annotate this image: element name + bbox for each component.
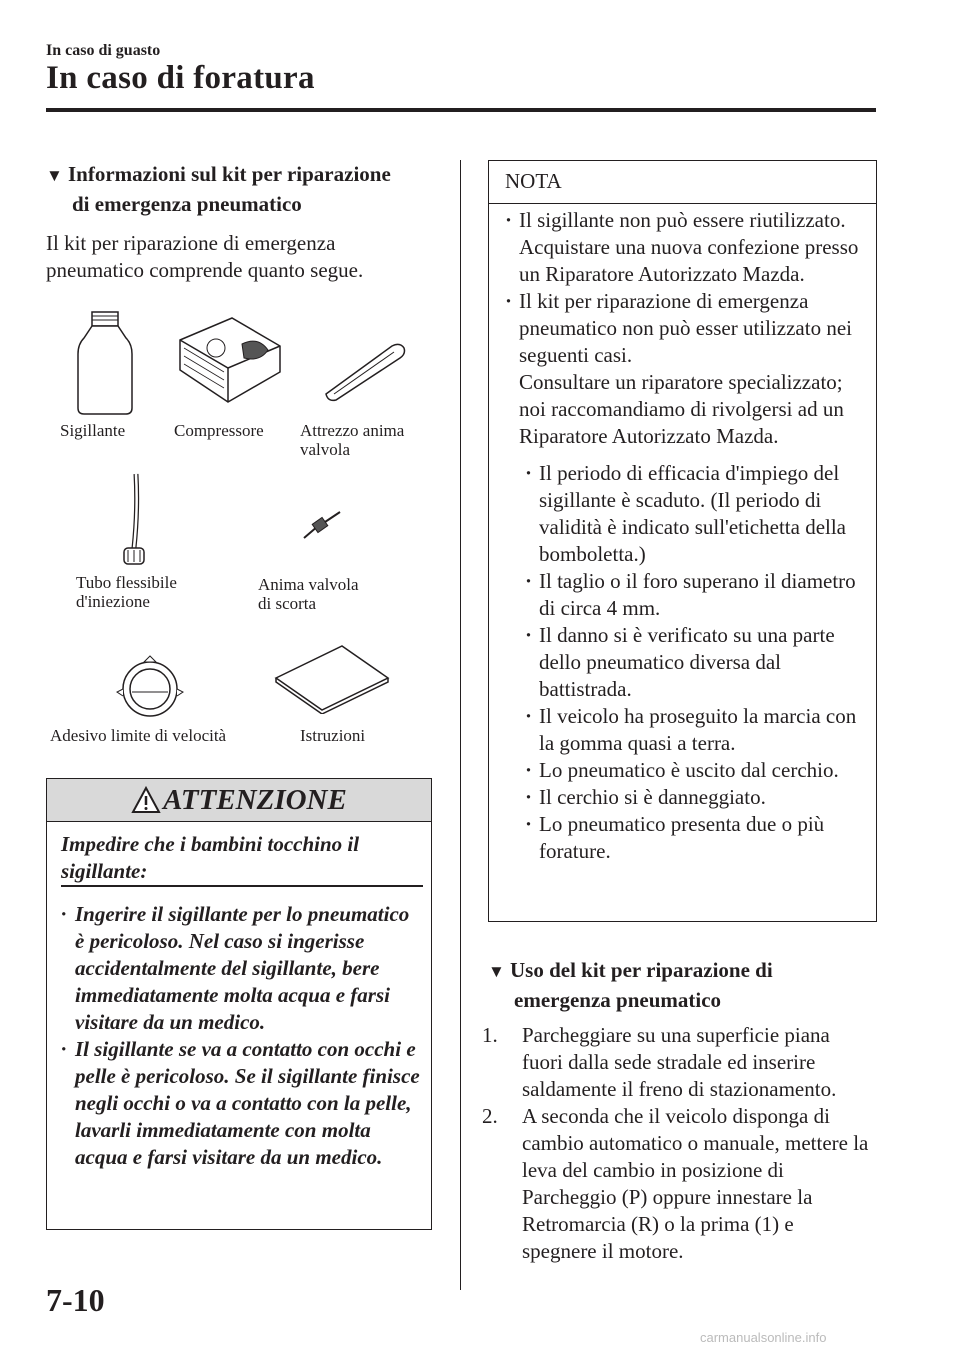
triangle-marker-icon: ▼ — [488, 962, 505, 981]
warning-bullet-2: · Il sigillante se va a contatto con occhi e pelle è pericoloso. Se il sigillante finisce negli occhi o va a contatto con la pelle, lavarli immediatamente con molta acqua e farsi visitare da un medico. — [61, 1036, 423, 1171]
caption-valve-tool-line1: Attrezzo anima — [300, 421, 405, 440]
note-label: NOTA — [505, 169, 562, 193]
column-separator — [460, 160, 461, 1290]
note-sub-bullet: · Il taglio o il foro superano il diametro di circa 4 mm. — [525, 568, 865, 622]
caption-valve-tool-line2: valvola — [300, 440, 351, 459]
caption-hose-line2: d'iniezione — [76, 592, 150, 611]
speed-limit-sticker-icon — [112, 654, 188, 720]
kit-intro-text: Il kit per riparazione di emergenza pneumatico comprende quanto segue. — [46, 231, 364, 282]
caption-spare-core-line2: di scorta — [258, 594, 317, 613]
title-rule — [46, 108, 876, 112]
page-title: In caso di foratura — [46, 60, 315, 96]
note-sub-bullet: · Il veicolo ha proseguito la marcia con la gomma quasi a terra. — [525, 703, 865, 757]
caption-sealant: Sigillante — [60, 421, 126, 440]
note-bullet-2-continuation: Consultare un riparatore specializzato; noi raccomandiamo di rivolgersi ad un Riparatore Autorizzato Mazda. — [519, 370, 844, 448]
note-header — [489, 161, 876, 204]
watermark: carmanualsonline.info — [700, 1330, 827, 1345]
warning-intro: Impedire che i bambini tocchino il sigillante: — [61, 831, 423, 887]
note-box — [488, 160, 877, 922]
caption-instructions: Istruzioni — [300, 726, 366, 745]
note-sub-bullet: · Lo pneumatico presenta due o più forature. — [525, 811, 865, 865]
note-sub-bullet: · Il periodo di efficacia d'impiego del sigillante è scaduto. (Il periodo di validità è indicato sull'etichetta della bomboletta.) — [525, 460, 865, 568]
note-sub-bullet: · Il cerchio si è danneggiato. — [525, 784, 865, 811]
kit-info-heading: ▼ Informazioni sul kit per riparazione di emergenza pneumatico — [46, 162, 391, 216]
instructions-booklet-icon — [272, 642, 392, 714]
valve-core-tool-icon — [322, 338, 410, 404]
usage-heading: ▼ Uso del kit per riparazione di emergenza pneumatico — [488, 958, 773, 1012]
warning-box — [46, 778, 432, 1230]
warning-body — [61, 831, 423, 1171]
note-sub-bullet: · Lo pneumatico è uscito dal cerchio. — [525, 757, 865, 784]
caption-speed-sticker: Adesivo limite di velocità — [50, 726, 227, 745]
note-sub-bullet: · Il danno si è verificato su una parte dello pneumatico diversa dal battistrada. — [525, 622, 865, 703]
page-number: 7-10 — [46, 1282, 105, 1318]
warning-triangle-icon — [131, 786, 161, 814]
spare-valve-core-icon — [300, 508, 344, 544]
warning-label: ATTENZIONE — [163, 784, 347, 816]
warning-header — [47, 779, 431, 822]
usage-step-2: 2. A seconda che il veicolo disponga di cambio automatico o manuale, mettere la leva del cambio in posizione di Parcheggio (P) oppure innestare la Retromarcia (R) o la prima (1) e spegnere il motore. — [482, 1104, 869, 1263]
caption-compressor: Compressore — [174, 421, 264, 440]
compressor-icon — [172, 310, 284, 410]
warning-bullet-1: · Ingerire il sigillante per lo pneumatico è pericoloso. Nel caso si ingerisse accidentalmente del sigillante, bere immediatamente molta acqua e farsi visitare da un medico. — [61, 901, 423, 1036]
note-bullet-2: · Il kit per riparazione di emergenza pneumatico non può esser utilizzato nei seguenti casi. — [505, 288, 865, 369]
triangle-marker-icon: ▼ — [46, 166, 63, 185]
chapter-label: In caso di guasto — [46, 42, 161, 59]
injection-hose-icon — [112, 470, 152, 570]
usage-steps — [482, 1022, 872, 1265]
caption-hose-line1: Tubo flessibile — [76, 573, 177, 592]
caption-spare-core-line1: Anima valvola — [258, 575, 359, 594]
usage-step-1: 1. Parcheggiare su una superficie piana fuori dalla sede stradale ed inserire saldamente il freno di stazionamento. — [482, 1023, 837, 1101]
note-bullet-1: · Il sigillante non può essere riutilizzato. Acquistare una nuova confezione presso un Riparatore Autorizzato Mazda. — [505, 207, 865, 288]
note-body — [505, 207, 865, 865]
sealant-bottle-icon — [70, 308, 140, 418]
